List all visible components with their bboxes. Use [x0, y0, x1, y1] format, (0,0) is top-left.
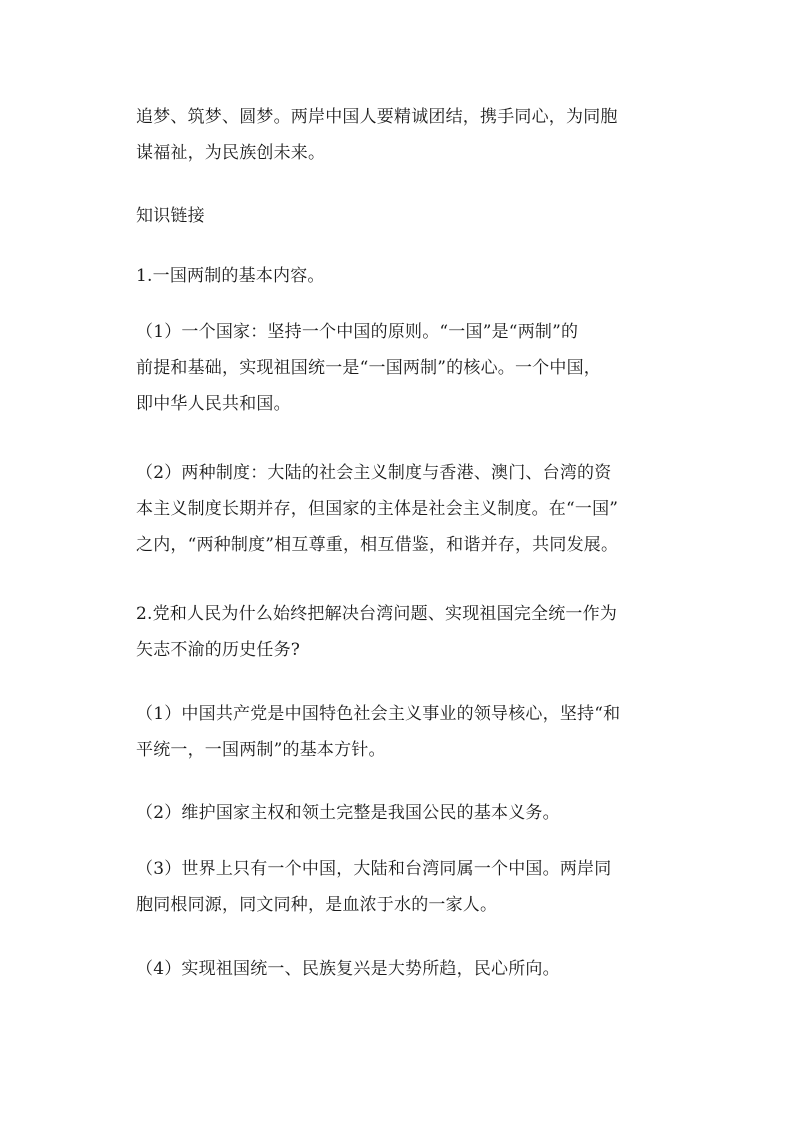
text-line: （3）世界上只有一个中国，大陆和台湾同属一个中国。两岸同: [136, 859, 612, 879]
text-line: 1.一国两制的基本内容。: [136, 266, 325, 286]
text-line: （2）维护国家主权和领土完整是我国公民的基本义务。: [136, 803, 560, 823]
text-line: 追梦、筑梦、圆梦。两岸中国人要精诚团结，携手同心，为同胞: [136, 107, 618, 127]
text-line: 2.党和人民为什么始终把解决台湾问题、实现祖国完全统一作为: [136, 604, 618, 624]
text-line: （1）一个国家：坚持一个中国的原则。“一国”是“两制”的: [136, 322, 579, 342]
paragraph-one-country: [136, 314, 666, 422]
section-heading-knowledge-link: [136, 198, 666, 234]
text-line: 谋福祉，为民族创未来。: [136, 143, 326, 163]
reason-1: [136, 696, 666, 768]
reason-2: [136, 795, 666, 831]
text-line: （4）实现祖国统一、民族复兴是大势所趋，民心所向。: [136, 959, 560, 979]
reason-4: [136, 951, 666, 987]
text-line: 即中华人民共和国。: [136, 394, 291, 414]
text-line: 平统一，一国两制”的基本方针。: [136, 740, 386, 760]
paragraph-two-systems: [136, 455, 666, 563]
text-line: 知识链接: [136, 206, 205, 226]
text-line: 矢志不渝的历史任务?: [136, 640, 301, 660]
text-line: 前提和基础，实现祖国统一是“一国两制”的核心。一个中国，: [136, 358, 601, 378]
text-line: 之内，“两种制度”相互尊重，相互借鉴，和谐并存，共同发展。: [136, 535, 619, 555]
text-line: 本主义制度长期并存，但国家的主体是社会主义制度。在“一国”: [136, 499, 619, 519]
heading-why-reunification: [136, 596, 666, 668]
paragraph-opening: [136, 99, 666, 171]
heading-one-country-two-systems: [136, 258, 666, 294]
reason-3: [136, 851, 666, 923]
text-line: 胞同根同源，同文同种，是血浓于水的一家人。: [136, 895, 498, 915]
text-line: （1）中国共产党是中国特色社会主义事业的领导核心，坚持“和: [136, 704, 621, 724]
text-line: （2）两种制度：大陆的社会主义制度与香港、澳门、台湾的资: [136, 463, 612, 483]
